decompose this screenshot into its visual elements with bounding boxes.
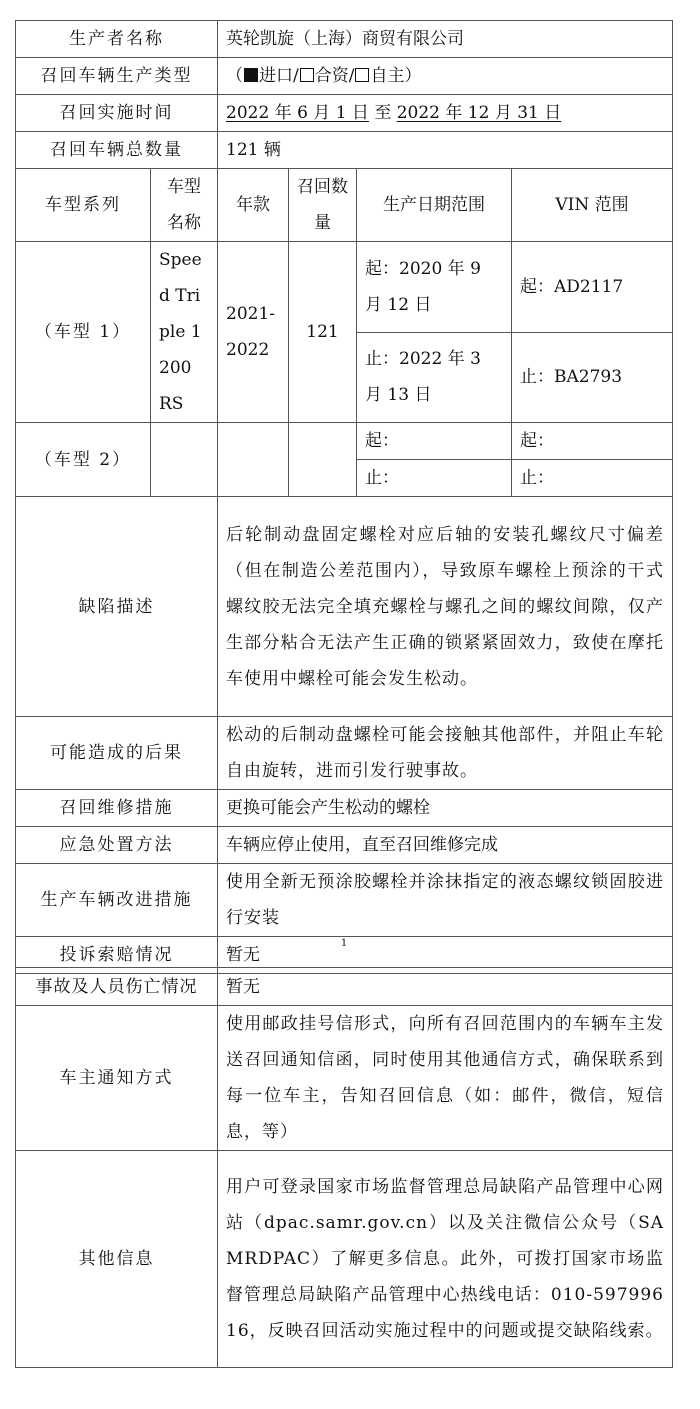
model1-vin-end: 止：BA2793	[512, 332, 673, 423]
model1-date-end: 止：2022 年 3 月 13 日	[357, 332, 512, 423]
accident-value: 暂无	[218, 968, 673, 1006]
production-type-label: 召回车辆生产类型	[16, 58, 218, 95]
time-start: 2022 年 6 月 1 日	[226, 103, 369, 123]
manufacturer-label: 生产者名称	[16, 21, 218, 58]
checked-box-icon	[244, 68, 258, 82]
repair-value: 更换可能会产生松动的螺栓	[218, 790, 673, 827]
model1-year: 2021-2022	[218, 242, 289, 423]
type-open: （	[226, 66, 243, 86]
complaint-value: 暂无	[218, 937, 673, 974]
consequence-value: 松动的后制动盘螺栓可能会接触其他部件，并阻止车轮自由旋转，进而引发行驶事故。	[218, 717, 673, 790]
owner-notification-label: 车主通知方式	[16, 1006, 218, 1151]
emergency-label: 应急处置方法	[16, 827, 218, 864]
page-number: 1	[340, 938, 348, 949]
model1-date-start: 起：2020 年 9 月 12 日	[357, 242, 512, 333]
header-year: 年款	[218, 169, 289, 242]
model2-vin-end: 止：	[512, 460, 673, 497]
time-end: 2022 年 12 月 31 日	[396, 103, 562, 123]
consequence-label: 可能造成的后果	[16, 717, 218, 790]
model2-qty	[289, 423, 357, 497]
model2-year	[218, 423, 289, 497]
defect-label: 缺陷描述	[16, 497, 218, 717]
time-to: 至	[374, 103, 392, 123]
total-quantity-label: 召回车辆总数量	[16, 132, 218, 169]
total-quantity-value: 121 辆	[218, 132, 673, 169]
model2-name	[151, 423, 218, 497]
recall-info-table	[15, 20, 673, 974]
header-date-range: 生产日期范围	[357, 169, 512, 242]
model1-qty: 121	[289, 242, 357, 423]
model1-series: （车型 1）	[16, 242, 151, 423]
type-close: ）	[404, 66, 422, 86]
model2-vin-start: 起：	[512, 423, 673, 460]
implementation-time-label: 召回实施时间	[16, 95, 218, 132]
implementation-time-value	[218, 95, 673, 132]
model1-vin-start: 起：AD2117	[512, 242, 673, 333]
model2-date-start: 起：	[357, 423, 512, 460]
type-own: 自主	[370, 66, 405, 86]
improvement-value: 使用全新无预涂胶螺栓并涂抹指定的液态螺纹锁固胶进行安装	[218, 864, 673, 937]
model2-series: （车型 2）	[16, 423, 151, 497]
production-type-value	[218, 58, 673, 95]
defect-value: 后轮制动盘固定螺栓对应后轴的安装孔螺纹尺寸偏差（但在制造公差范围内），导致原车螺栓上预涂的干式螺纹胶无法完全填充螺栓与螺孔之间的螺纹间隙，仅产生部分粘合无法产生正确的锁紧紧固效力，致使在摩托车使用中螺栓可能会发生松动。	[218, 497, 673, 717]
complaint-label: 投诉索赔情况	[16, 937, 218, 974]
type-jv: 合资/	[314, 66, 355, 86]
header-qty: 召回数量	[289, 169, 357, 242]
unchecked-box-icon	[355, 68, 369, 82]
accident-label: 事故及人员伤亡情况	[16, 968, 218, 1006]
other-info-label: 其他信息	[16, 1151, 218, 1368]
header-name: 车型名称	[151, 169, 218, 242]
header-vin-range: VIN 范围	[512, 169, 673, 242]
unchecked-box-icon	[300, 68, 314, 82]
emergency-value: 车辆应停止使用，直至召回维修完成	[218, 827, 673, 864]
header-series: 车型系列	[16, 169, 151, 242]
recall-info-table-page2	[15, 967, 673, 1368]
other-info-value: 用户可登录国家市场监督管理总局缺陷产品管理中心网站（dpac.samr.gov.cn）以及关注微信公众号（SAMRDPAC）了解更多信息。此外，可拨打国家市场监督管理总局缺陷产品管理中心热线电话：010-59799616，反映召回活动实施过程中的问题或提交缺陷线索。	[218, 1151, 673, 1368]
type-import: 进口/	[259, 66, 299, 86]
manufacturer-value: 英轮凯旋（上海）商贸有限公司	[218, 21, 673, 58]
model2-date-end: 止：	[357, 460, 512, 497]
repair-label: 召回维修措施	[16, 790, 218, 827]
owner-notification-value: 使用邮政挂号信形式，向所有召回范围内的车辆车主发送召回通知信函，同时使用其他通信方式，确保联系到每一位车主，告知召回信息（如：邮件，微信，短信息，等）	[218, 1006, 673, 1151]
model1-name: Speed Triple 1200 RS	[151, 242, 218, 423]
improvement-label: 生产车辆改进措施	[16, 864, 218, 937]
